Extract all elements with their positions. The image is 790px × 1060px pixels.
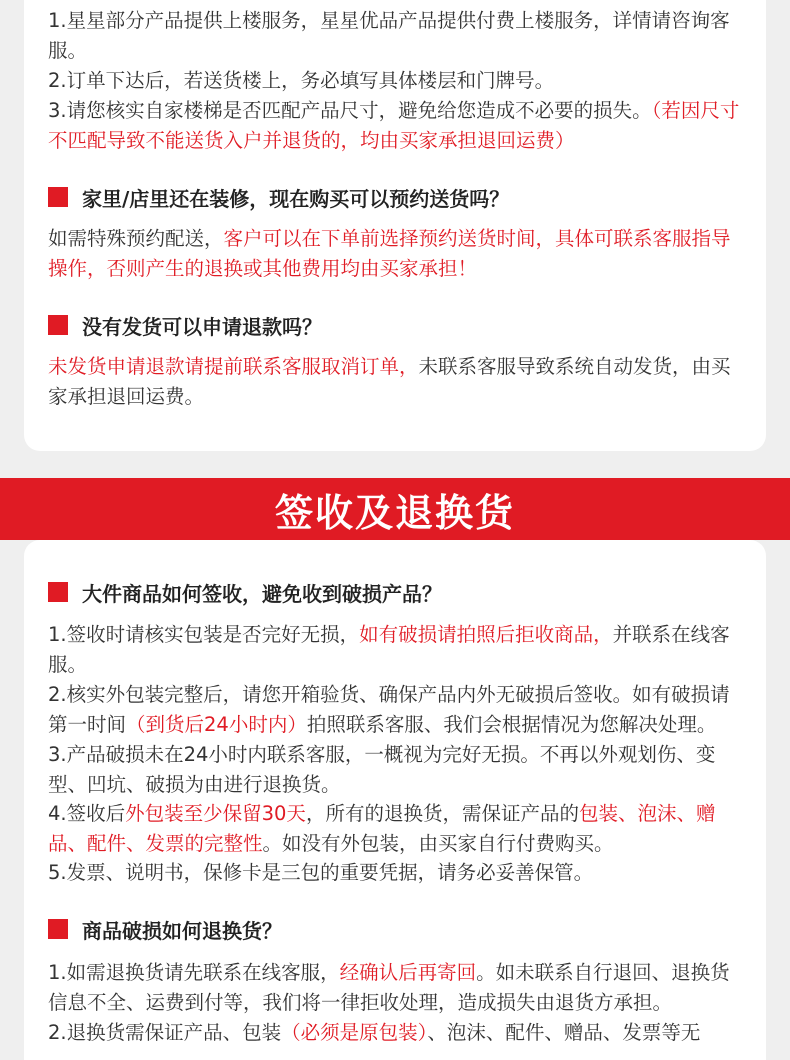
delivery-note-2: 2.订单下达后，若送货楼上，务必填写具体楼层和门牌号。	[48, 69, 555, 92]
faq-signing-question: 大件商品如何签收，避免收到破损产品？	[82, 581, 442, 606]
faq-renovation-question: 家里/店里还在装修，现在购买可以预约送货吗？	[82, 186, 510, 211]
return-item-1: 1.如需退换货请先联系在线客服，经确认后再寄回。如未联系自行退回、退换货信息不全、运费到付等，我们将一律拒收处理，造成损失由退货方承担。	[48, 961, 730, 1014]
signing-item-3: 3.产品破损未在24小时内联系客服，一概视为完好无损。不再以外观划伤、变型、凹坑、破损为由进行退换货。	[48, 743, 716, 796]
red-square-icon	[48, 187, 68, 207]
faq-refund-heading	[48, 310, 748, 340]
delivery-note-1: 1.星星部分产品提供上楼服务，星星优品产品提供付费上楼服务，详情请咨询客服。	[48, 9, 730, 62]
faq-renovation-answer: 如需特殊预约配送，客户可以在下单前选择预约送货时间，具体可联系客服指导操作，否则产生的退换或其他费用均由买家承担！	[48, 227, 731, 280]
faq-refund-question: 没有发货可以申请退款吗？	[82, 314, 322, 339]
delivery-note-3-warning: （若因尺寸不匹配导致不能送货入户并退货的，均由买家承担退回运费）	[48, 99, 740, 152]
faq-return-heading	[48, 914, 748, 944]
faq-refund-answer: 未发货申请退款请提前联系客服取消订单，未联系客服导致系统自动发货，由买家承担退回运费。	[48, 355, 731, 408]
section-banner	[0, 478, 790, 540]
faq-renovation-heading	[48, 182, 748, 212]
red-square-icon	[48, 582, 68, 602]
faq-return-question: 商品破损如何退换货？	[82, 918, 282, 943]
signing-item-5: 5.发票、说明书，保修卡是三包的重要凭据，请务必妥善保管。	[48, 861, 594, 884]
banner-title: 签收及退换货	[274, 490, 515, 535]
signing-item-4: 4.签收后外包装至少保留30天，所有的退换货，需保证产品的包装、泡沫、赠品、配件、发票的完整性。如没有外包装，由买家自行付费购买。	[48, 802, 716, 855]
signing-item-2: 2.核实外包装完整后，请您开箱验货、确保产品内外无破损后签收。如有破损请第一时间（到货后24小时内）拍照联系客服、我们会根据情况为您解决处理。	[48, 683, 730, 736]
red-square-icon	[48, 315, 68, 335]
red-square-icon	[48, 919, 68, 939]
delivery-note-3: 3.请您核实自家楼梯是否匹配产品尺寸，避免给您造成不必要的损失。（若因尺寸不匹配导致不能送货入户并退货的，均由买家承担退回运费）	[48, 99, 740, 152]
return-item-2: 2.退换货需保证产品、包装（必须是原包装）、泡沫、配件、赠品、发票等无	[48, 1021, 701, 1044]
signing-item-1: 1.签收时请核实包装是否完好无损，如有破损请拍照后拒收商品，并联系在线客服。	[48, 623, 730, 676]
faq-signing-heading	[48, 577, 748, 607]
